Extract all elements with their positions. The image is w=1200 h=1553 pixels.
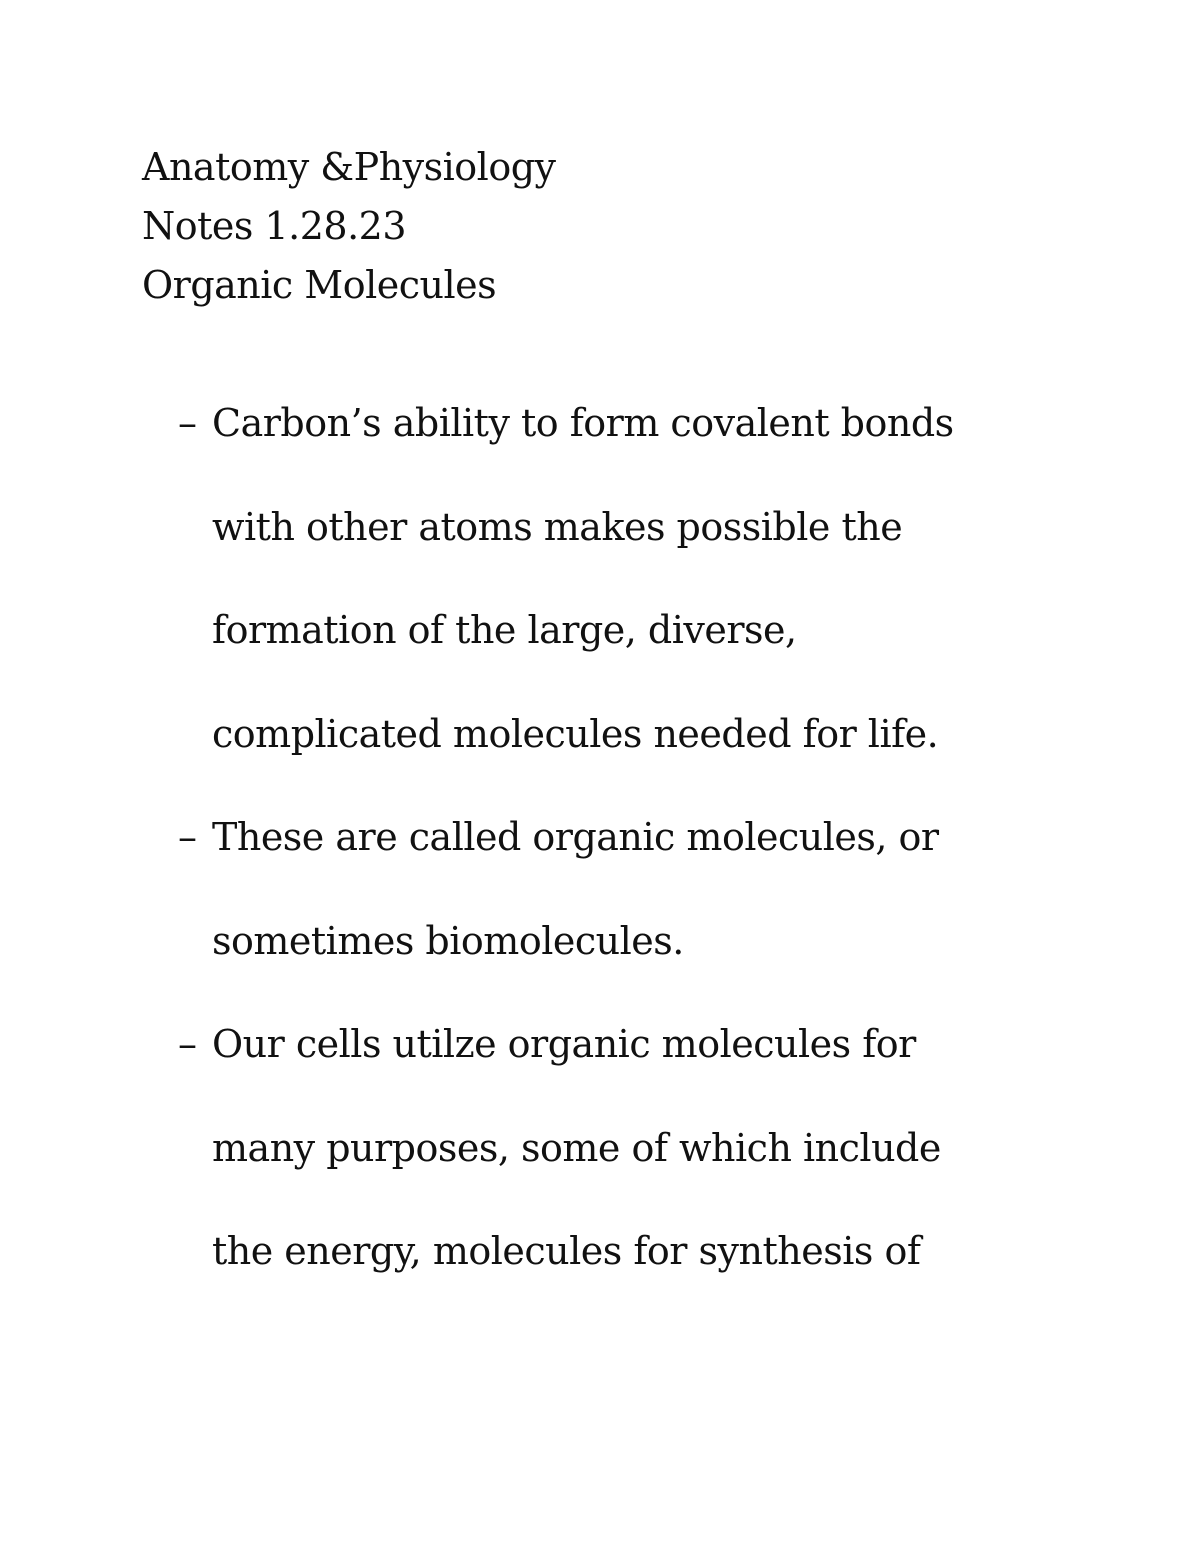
text-line: the energy, molecules for synthesis of xyxy=(212,1229,921,1273)
text-line: many purposes, some of which include xyxy=(212,1125,941,1170)
bullet-dash: – xyxy=(178,401,197,445)
list-item xyxy=(178,993,1058,1304)
list-item-text xyxy=(212,372,1058,786)
text-line: Our cells utilze organic molecules for xyxy=(212,1022,916,1066)
note-header xyxy=(142,138,556,315)
text-line: complicated molecules needed for life. xyxy=(212,711,939,756)
course-title: Anatomy &Physiology xyxy=(142,145,556,189)
text-line: These are called organic molecules, or xyxy=(212,815,939,859)
list-item xyxy=(178,786,1058,993)
bullet-dash: – xyxy=(178,1022,197,1066)
list-item-text xyxy=(212,786,1058,993)
list-item-text xyxy=(212,993,1058,1304)
topic-title: Organic Molecules xyxy=(142,263,497,307)
text-line: formation of the large, diverse, xyxy=(212,608,797,652)
note-date: Notes 1.28.23 xyxy=(142,204,407,248)
notes-list xyxy=(178,372,1058,1304)
list-item xyxy=(178,372,1058,786)
bullet-dash: – xyxy=(178,815,197,859)
text-line: sometimes biomolecules. xyxy=(212,918,684,963)
text-line: Carbon’s ability to form covalent bonds xyxy=(212,401,954,445)
text-line: with other atoms makes possible the xyxy=(212,504,903,549)
